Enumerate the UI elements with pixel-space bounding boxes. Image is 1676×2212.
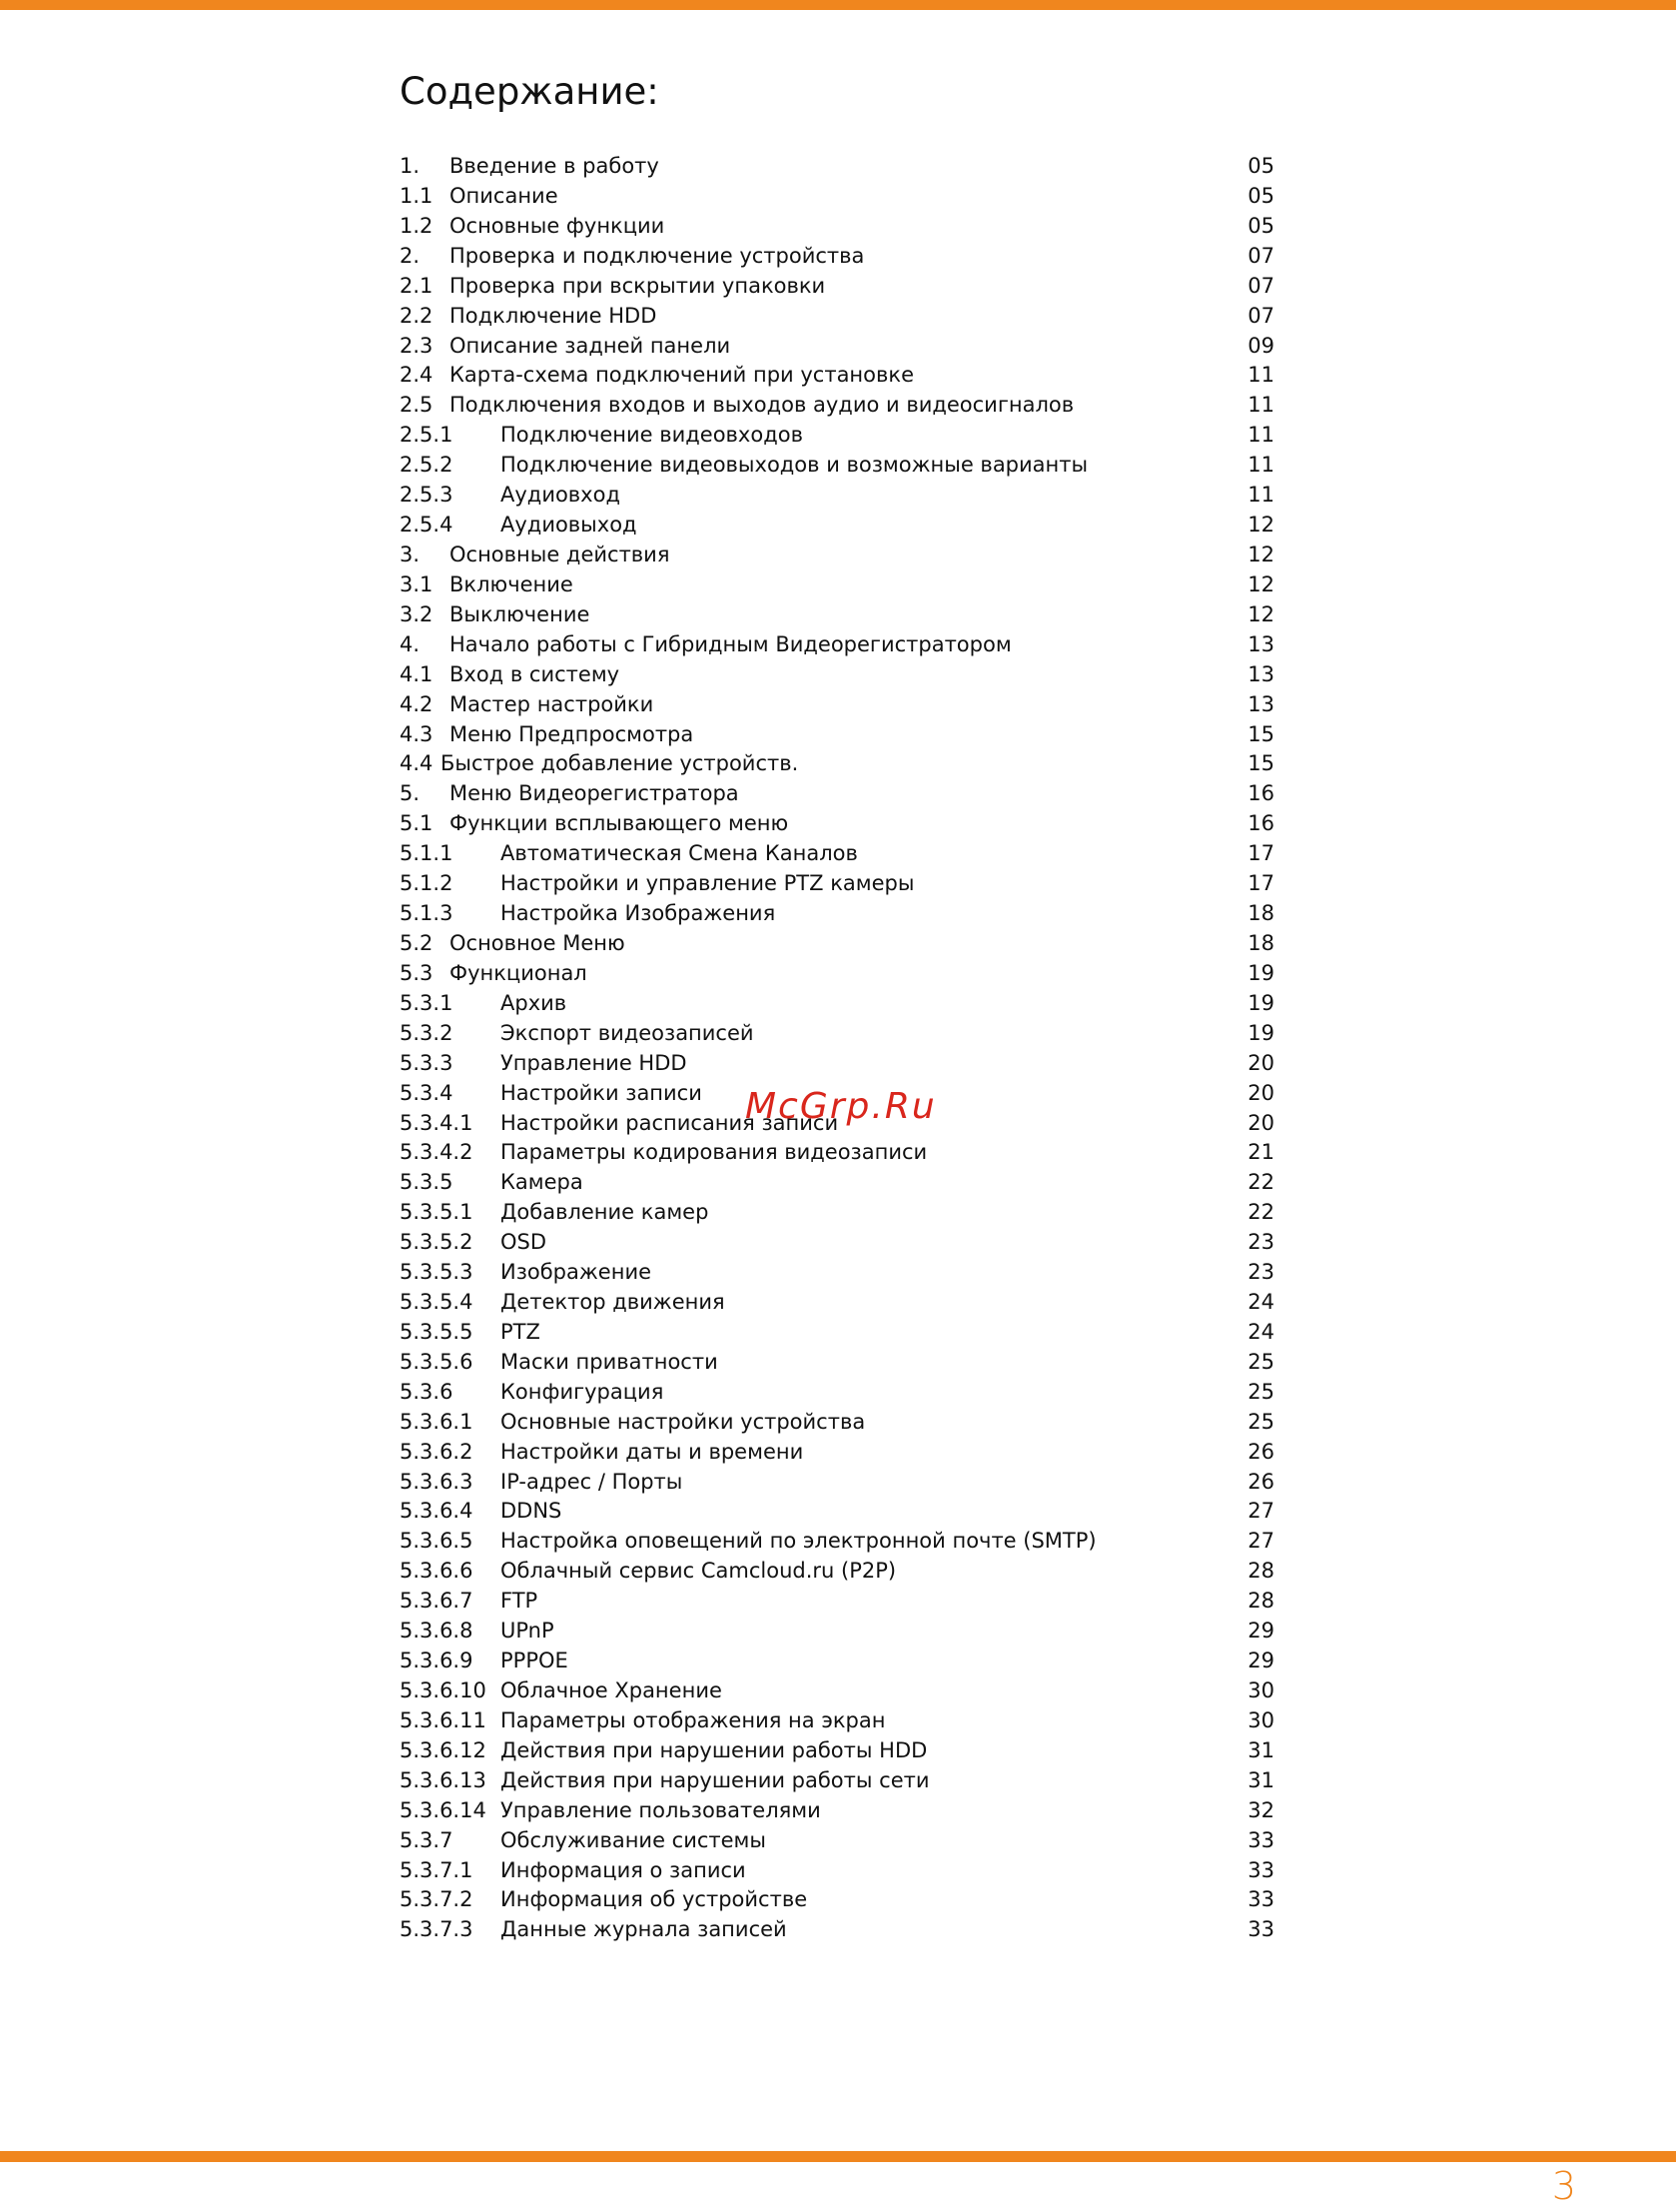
toc-entry-label: Проверка при вскрытии упаковки (449, 273, 826, 298)
toc-entry[interactable] (400, 1468, 1278, 1498)
toc-entry-page: 25 (1248, 1379, 1274, 1404)
toc-entry-number: 4.2 (400, 691, 433, 716)
toc-entry-number: 3.1 (400, 571, 433, 596)
toc-entry-label: Информация об устройстве (500, 1887, 808, 1912)
toc-entry-page: 22 (1248, 1200, 1274, 1225)
toc-entry-label: Начало работы с Гибридным Видеорегистратором (449, 631, 1012, 656)
toc-entry-label: Настройки расписания записи (500, 1110, 839, 1135)
toc-entry-page: 25 (1248, 1409, 1274, 1434)
toc-entry-page: 20 (1248, 1110, 1274, 1135)
toc-entry-page: 33 (1248, 1887, 1274, 1912)
toc-entry-page: 11 (1248, 393, 1274, 418)
toc-entry-page: 12 (1248, 513, 1274, 538)
toc-entry-page: 12 (1248, 601, 1274, 626)
toc-entry[interactable] (400, 1497, 1278, 1527)
toc-entry-number: 5.3.6.14 (400, 1797, 486, 1822)
toc-entry-number: 2.5 (400, 393, 433, 418)
toc-entry-page: 17 (1248, 871, 1274, 896)
page-title: Содержание: (400, 70, 659, 113)
toc-entry-number: 5.3.5.5 (400, 1319, 473, 1344)
toc-entry[interactable] (400, 1676, 1278, 1706)
toc-entry-number: 4.1 (400, 661, 433, 686)
toc-entry-number: 5.3.5.3 (400, 1260, 473, 1285)
toc-entry[interactable] (400, 1527, 1278, 1557)
toc-entry-label: Описание (449, 183, 558, 208)
toc-entry-number: 5.3.6.8 (400, 1619, 473, 1644)
toc-entry-page: 27 (1248, 1529, 1274, 1554)
toc-entry-number: 2.5.4 (400, 513, 453, 538)
toc-entry-page: 07 (1248, 303, 1274, 328)
toc-entry-page: 07 (1248, 273, 1274, 298)
toc-entry-page: 12 (1248, 542, 1274, 566)
toc-entry-label: Облачный сервис Camcloud.ru (P2P) (500, 1559, 897, 1584)
toc-entry-number: 1. (400, 154, 420, 178)
toc-entry[interactable] (400, 1885, 1278, 1915)
toc-entry-page: 13 (1248, 631, 1274, 656)
toc-entry-page: 05 (1248, 154, 1274, 178)
toc-entry[interactable] (400, 1826, 1278, 1856)
toc-entry-page: 05 (1248, 213, 1274, 238)
toc-entry-label: Данные журнала записей (500, 1917, 787, 1942)
toc-entry[interactable] (400, 242, 1278, 272)
toc-entry-page: 32 (1248, 1797, 1274, 1822)
toc-entry-number: 5.3.1 (400, 990, 453, 1015)
toc-entry-label: DDNS (500, 1499, 562, 1524)
toc-entry-page: 28 (1248, 1589, 1274, 1614)
toc-entry-page: 15 (1248, 721, 1274, 746)
toc-entry-number: 5.3.6.9 (400, 1649, 473, 1673)
toc-entry-label: Автоматическая Смена Каналов (500, 841, 858, 866)
toc-entry[interactable] (400, 899, 1278, 929)
toc-entry-number: 3. (400, 542, 420, 566)
toc-entry-label: Обслуживание системы (500, 1827, 766, 1852)
toc-entry-page: 19 (1248, 960, 1274, 985)
toc-entry[interactable] (400, 809, 1278, 839)
toc-entry[interactable] (400, 869, 1278, 899)
toc-entry-page: 19 (1248, 990, 1274, 1015)
toc-entry-number: 5.3.7 (400, 1827, 453, 1852)
toc-entry[interactable] (400, 1706, 1278, 1736)
table-of-contents (400, 152, 1278, 1945)
toc-entry-label: Добавление камер (500, 1200, 709, 1225)
toc-entry-page: 16 (1248, 781, 1274, 806)
toc-entry-page: 22 (1248, 1170, 1274, 1195)
toc-entry[interactable] (400, 749, 1278, 779)
toc-entry-number: 5.3.6.10 (400, 1678, 486, 1703)
toc-entry-number: 5.3.4.2 (400, 1140, 473, 1165)
toc-entry-label: Включение (449, 571, 573, 596)
toc-entry[interactable] (400, 541, 1278, 570)
toc-entry[interactable] (400, 1258, 1278, 1288)
toc-entry-number: 1.1 (400, 183, 433, 208)
toc-entry-page: 13 (1248, 691, 1274, 716)
toc-entry[interactable] (400, 1856, 1278, 1886)
toc-entry-label: Основные функции (449, 213, 665, 238)
toc-entry-page: 12 (1248, 571, 1274, 596)
toc-entry-number: 5.3.5.1 (400, 1200, 473, 1225)
toc-entry-page: 13 (1248, 661, 1274, 686)
toc-entry-number: 5.3.6.4 (400, 1499, 473, 1524)
toc-entry[interactable] (400, 1796, 1278, 1826)
toc-entry-label: Выключение (449, 601, 590, 626)
toc-entry-page: 26 (1248, 1469, 1274, 1494)
toc-entry-page: 05 (1248, 183, 1274, 208)
top-accent-bar (0, 0, 1676, 10)
toc-entry-label: FTP (500, 1589, 538, 1614)
toc-entry-number: 5.3.6.2 (400, 1439, 473, 1464)
toc-entry[interactable] (400, 600, 1278, 630)
toc-entry-label: Действия при нарушении работы сети (500, 1767, 930, 1792)
toc-entry[interactable] (400, 1348, 1278, 1378)
toc-entry-number: 5.3.6.1 (400, 1409, 473, 1434)
toc-entry[interactable] (400, 361, 1278, 391)
toc-entry-page: 07 (1248, 243, 1274, 268)
toc-entry-label: Основные действия (449, 542, 670, 566)
toc-entry-label: Настройки записи (500, 1080, 702, 1105)
toc-entry-number: 2.3 (400, 333, 433, 358)
toc-entry[interactable] (400, 1617, 1278, 1647)
toc-entry-label: PTZ (500, 1319, 540, 1344)
toc-entry[interactable] (400, 720, 1278, 750)
toc-entry-number: 5.1 (400, 811, 433, 836)
toc-entry-label: Подключение видеовыходов и возможные варианты (500, 453, 1089, 478)
toc-entry-page: 11 (1248, 423, 1274, 448)
toc-entry-number: 5.3.6.12 (400, 1737, 486, 1762)
bottom-accent-bar (0, 2151, 1676, 2162)
toc-entry-label: IP-адрес / Порты (500, 1469, 683, 1494)
toc-entry[interactable] (400, 1766, 1278, 1796)
toc-entry[interactable] (400, 481, 1278, 511)
toc-entry-page: 20 (1248, 1080, 1274, 1105)
toc-entry[interactable] (400, 1378, 1278, 1408)
toc-entry-page: 29 (1248, 1649, 1274, 1673)
toc-entry-label: Управление HDD (500, 1050, 687, 1075)
toc-entry-label: Функционал (449, 960, 587, 985)
toc-entry-number: 2. (400, 243, 420, 268)
toc-entry-label: Мастер настройки (449, 691, 654, 716)
toc-entry-number: 4.3 (400, 721, 433, 746)
toc-entry[interactable] (400, 1138, 1278, 1168)
toc-entry[interactable] (400, 630, 1278, 660)
toc-entry-number: 5.3.4 (400, 1080, 453, 1105)
toc-entry-number: 2.5.3 (400, 483, 453, 508)
toc-entry-page: 30 (1248, 1707, 1274, 1732)
toc-entry-label: Настройки и управление PTZ камеры (500, 871, 915, 896)
toc-entry[interactable] (400, 1318, 1278, 1348)
toc-entry-label: Подключения входов и выходов аудио и видеосигналов (449, 393, 1075, 418)
toc-entry-page: 33 (1248, 1827, 1274, 1852)
toc-entry-label: Информация о записи (500, 1857, 746, 1882)
toc-entry-page: 29 (1248, 1619, 1274, 1644)
toc-entry-label: Изображение (500, 1260, 652, 1285)
toc-entry[interactable] (400, 929, 1278, 959)
toc-entry-label: Вход в систему (449, 661, 620, 686)
toc-entry-number: 2.1 (400, 273, 433, 298)
toc-entry-page: 23 (1248, 1260, 1274, 1285)
toc-entry-number: 5.3.6.13 (400, 1767, 486, 1792)
toc-entry-label: Архив (500, 990, 567, 1015)
toc-entry-page: 28 (1248, 1559, 1274, 1584)
toc-entry-number: 5.1.2 (400, 871, 453, 896)
toc-entry-number: 5.1.3 (400, 901, 453, 926)
toc-entry-number: 5.1.1 (400, 841, 453, 866)
toc-entry-page: 30 (1248, 1678, 1274, 1703)
toc-entry-number: 5.3.6 (400, 1379, 453, 1404)
toc-entry[interactable] (400, 1228, 1278, 1258)
toc-entry-label: Действия при нарушении работы HDD (500, 1737, 928, 1762)
toc-entry[interactable] (400, 1408, 1278, 1438)
toc-entry-label: Конфигурация (500, 1379, 664, 1404)
page-number: 3 (1551, 2164, 1576, 2208)
toc-entry[interactable] (400, 959, 1278, 989)
toc-entry[interactable] (400, 570, 1278, 600)
toc-entry-label: Детектор движения (500, 1290, 725, 1315)
toc-entry[interactable] (400, 1198, 1278, 1228)
toc-entry-label: Меню Предпросмотра (449, 721, 694, 746)
toc-entry-number: 5.3 (400, 960, 433, 985)
toc-entry-label: Настройка Изображения (500, 901, 776, 926)
toc-entry-number: 5.3.5.2 (400, 1230, 473, 1255)
toc-entry-label: Параметры кодирования видеозаписи (500, 1140, 928, 1165)
toc-entry-page: 16 (1248, 811, 1274, 836)
toc-entry[interactable] (400, 1587, 1278, 1617)
toc-entry-number: 2.2 (400, 303, 433, 328)
toc-entry-number: 5.3.3 (400, 1050, 453, 1075)
toc-entry-page: 18 (1248, 901, 1274, 926)
toc-entry-page: 33 (1248, 1917, 1274, 1942)
toc-entry-label: PPPOE (500, 1649, 568, 1673)
toc-entry-label: Экспорт видеозаписей (500, 1020, 754, 1045)
toc-entry[interactable] (400, 1736, 1278, 1766)
toc-entry[interactable] (400, 1915, 1278, 1945)
toc-entry-page: 31 (1248, 1767, 1274, 1792)
toc-entry-label: Проверка и подключение устройства (449, 243, 865, 268)
toc-entry-page: 24 (1248, 1290, 1274, 1315)
toc-entry-label: OSD (500, 1230, 547, 1255)
toc-entry-number: 5.3.5.6 (400, 1349, 473, 1374)
toc-entry[interactable] (400, 839, 1278, 869)
toc-entry-number: 5.3.7.3 (400, 1917, 473, 1942)
toc-entry[interactable] (400, 511, 1278, 541)
toc-entry-label: Подключение видеовходов (500, 423, 803, 448)
toc-entry-label: Маски приватности (500, 1349, 718, 1374)
watermark: McGrp.Ru (745, 1086, 937, 1127)
toc-entry-number: 4.4 (400, 751, 433, 776)
toc-entry-label: Описание задней панели (449, 333, 731, 358)
toc-entry-label: UPnP (500, 1619, 554, 1644)
toc-entry[interactable] (400, 989, 1278, 1019)
toc-entry-page: 11 (1248, 363, 1274, 388)
toc-entry-page: 09 (1248, 333, 1274, 358)
toc-entry[interactable] (400, 302, 1278, 332)
toc-entry-label: Параметры отображения на экран (500, 1707, 886, 1732)
toc-entry-label: Меню Видеорегистратора (449, 781, 739, 806)
toc-entry[interactable] (400, 212, 1278, 242)
toc-entry-label: Настройка оповещений по электронной почте (SMTP) (500, 1529, 1097, 1554)
toc-entry-number: 1.2 (400, 213, 433, 238)
toc-entry[interactable] (400, 391, 1278, 421)
toc-entry[interactable] (400, 1019, 1278, 1049)
toc-entry-page: 19 (1248, 1020, 1274, 1045)
toc-entry[interactable] (400, 332, 1278, 362)
toc-entry-page: 21 (1248, 1140, 1274, 1165)
toc-entry-page: 17 (1248, 841, 1274, 866)
toc-entry-page: 26 (1248, 1439, 1274, 1464)
toc-entry[interactable] (400, 1438, 1278, 1468)
toc-entry-label: Облачное Хранение (500, 1678, 722, 1703)
toc-entry[interactable] (400, 1647, 1278, 1676)
toc-entry-label: Функции всплывающего меню (449, 811, 789, 836)
toc-entry-page: 18 (1248, 930, 1274, 955)
toc-entry-label: Аудиовход (500, 483, 620, 508)
toc-entry-number: 2.4 (400, 363, 433, 388)
toc-entry-number: 5.3.6.11 (400, 1707, 486, 1732)
toc-entry-page: 24 (1248, 1319, 1274, 1344)
toc-entry-label: Основные настройки устройства (500, 1409, 866, 1434)
toc-entry-number: 5.3.2 (400, 1020, 453, 1045)
toc-entry-label: Подключение HDD (449, 303, 657, 328)
toc-entry-page: 15 (1248, 751, 1274, 776)
toc-entry[interactable] (400, 421, 1278, 451)
toc-entry-number: 5.3.5 (400, 1170, 453, 1195)
toc-entry-label: Карта-схема подключений при установке (449, 363, 914, 388)
toc-entry-number: 5.3.6.5 (400, 1529, 473, 1554)
toc-entry[interactable] (400, 1557, 1278, 1587)
toc-entry-number: 5.3.6.6 (400, 1559, 473, 1584)
toc-entry[interactable] (400, 182, 1278, 212)
toc-entry-number: 5.3.4.1 (400, 1110, 473, 1135)
toc-entry-label: Быстрое добавление устройств. (440, 751, 799, 776)
toc-entry-page: 31 (1248, 1737, 1274, 1762)
toc-entry-label: Введение в работу (449, 154, 659, 178)
toc-entry-label: Настройки даты и времени (500, 1439, 804, 1464)
toc-entry-number: 5.3.7.2 (400, 1887, 473, 1912)
toc-entry-page: 27 (1248, 1499, 1274, 1524)
toc-entry[interactable] (400, 1049, 1278, 1079)
toc-entry[interactable] (400, 451, 1278, 481)
toc-entry-label: Управление пользователями (500, 1797, 821, 1822)
toc-entry-number: 3.2 (400, 601, 433, 626)
toc-entry-number: 5.2 (400, 930, 433, 955)
toc-entry-label: Камера (500, 1170, 583, 1195)
toc-entry-page: 25 (1248, 1349, 1274, 1374)
toc-entry[interactable] (400, 779, 1278, 809)
toc-entry-page: 11 (1248, 483, 1274, 508)
toc-entry[interactable] (400, 1168, 1278, 1198)
toc-entry[interactable] (400, 660, 1278, 690)
toc-entry-page: 20 (1248, 1050, 1274, 1075)
toc-entry-number: 2.5.2 (400, 453, 453, 478)
toc-entry-number: 5.3.5.4 (400, 1290, 473, 1315)
toc-entry-page: 33 (1248, 1857, 1274, 1882)
toc-entry-number: 5.3.6.3 (400, 1469, 473, 1494)
toc-entry[interactable] (400, 152, 1278, 182)
toc-entry-label: Основное Меню (449, 930, 625, 955)
toc-entry[interactable] (400, 1288, 1278, 1318)
toc-entry-number: 2.5.1 (400, 423, 453, 448)
toc-entry[interactable] (400, 272, 1278, 302)
toc-entry-number: 5.3.7.1 (400, 1857, 473, 1882)
toc-entry-number: 5.3.6.7 (400, 1589, 473, 1614)
toc-entry-number: 4. (400, 631, 420, 656)
toc-entry[interactable] (400, 690, 1278, 720)
toc-entry-page: 11 (1248, 453, 1274, 478)
toc-entry-label: Аудиовыход (500, 513, 637, 538)
toc-entry-page: 23 (1248, 1230, 1274, 1255)
toc-entry-number: 5. (400, 781, 420, 806)
